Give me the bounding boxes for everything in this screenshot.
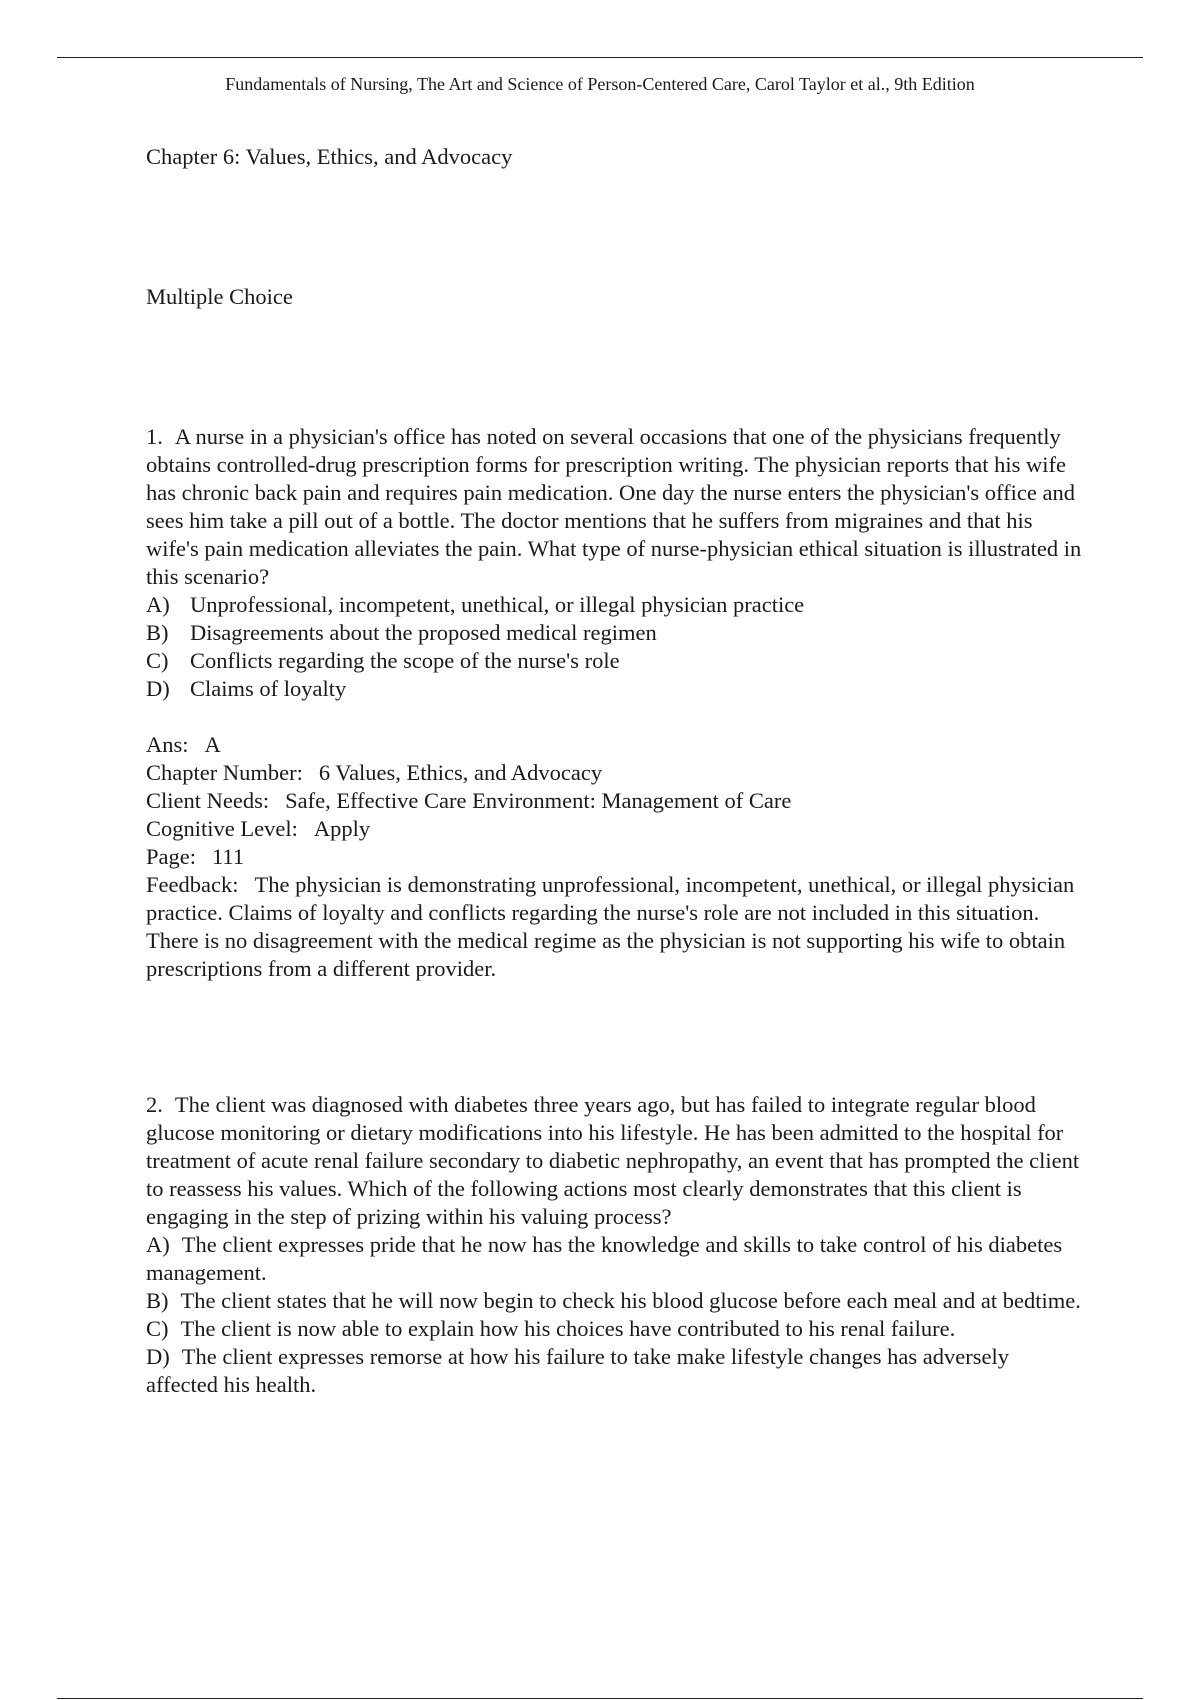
question-1 <box>146 423 1086 983</box>
cognitive-level-line <box>146 815 1086 843</box>
option-text: Disagreements about the proposed medical regimen <box>190 620 657 645</box>
option-letter: B) <box>146 1288 169 1313</box>
answer-label: Ans: <box>146 732 189 757</box>
option-text: The client states that he will now begin to check his blood glucose before each meal and at bedtime. <box>180 1288 1081 1313</box>
option-text: Conflicts regarding the scope of the nurse's role <box>190 648 620 673</box>
question-1-stem <box>146 423 1086 591</box>
cognitive-level-value: Apply <box>313 816 371 841</box>
chapter-title: Chapter 6: Values, Ethics, and Advocacy <box>146 144 513 169</box>
question-2-number: 2. <box>146 1092 163 1117</box>
option-text: The client is now able to explain how his choices have contributed to his renal failure. <box>180 1316 956 1341</box>
question-2-option-b <box>146 1287 1086 1315</box>
question-2-option-a <box>146 1231 1086 1287</box>
client-needs-line <box>146 787 1086 815</box>
question-1-option-d <box>146 675 1086 703</box>
option-letter: B) <box>146 620 169 645</box>
page-line <box>146 843 1086 871</box>
feedback-line <box>146 871 1086 983</box>
option-letter: A) <box>146 1232 170 1257</box>
bottom-rule <box>57 1698 1143 1699</box>
option-text: Claims of loyalty <box>190 676 347 701</box>
page-value: 111 <box>212 844 245 869</box>
cognitive-level-label: Cognitive Level: <box>146 816 298 841</box>
option-text: The client expresses pride that he now has the knowledge and skills to take control of his diabetes management. <box>146 1232 1063 1285</box>
option-letter: D) <box>146 1344 170 1369</box>
section-title: Multiple Choice <box>146 284 293 309</box>
question-2-text: The client was diagnosed with diabetes three years ago, but has failed to integrate regular blood glucose monitoring or dietary modifications into his lifestyle. He has been admitted to the hospital for treatment of acute renal failure secondary to diabetic nephropathy, an event that has prompted the client to reassess his values. Which of the following actions most clearly demonstrates that this client is engaging in the step of prizing within his valuing process? <box>146 1092 1080 1229</box>
question-1-option-b <box>146 619 1086 647</box>
option-letter: A) <box>146 592 170 617</box>
answer-line <box>146 731 1086 759</box>
option-letter: C) <box>146 648 169 673</box>
question-2-option-d <box>146 1343 1086 1399</box>
question-1-number: 1. <box>146 424 163 449</box>
chapter-number-line <box>146 759 1086 787</box>
question-1-option-a <box>146 591 1086 619</box>
question-1-option-c <box>146 647 1086 675</box>
option-text: Unprofessional, incompetent, unethical, or illegal physician practice <box>190 592 805 617</box>
page-label: Page: <box>146 844 196 869</box>
question-2 <box>146 1091 1086 1399</box>
feedback-value: The physician is demonstrating unprofessional, incompetent, unethical, or illegal physician practice. Claims of loyalty and conflicts regarding the nurse's role are not included in this situation. There is no disagreement with the medical regime as the physician is not supporting his wife to obtain prescriptions from a different provider. <box>146 872 1075 981</box>
question-1-text: A nurse in a physician's office has noted on several occasions that one of the physicians frequently obtains controlled-drug prescription forms for prescription writing. The physician reports that his wife has chronic back pain and requires pain medication. One day the nurse enters the physician's office and sees him take a pill out of a bottle. The doctor mentions that he suffers from migraines and that his wife's pain medication alleviates the pain. What type of nurse-physician ethical situation is illustrated in this scenario? <box>146 424 1082 589</box>
top-rule <box>57 57 1143 58</box>
option-text: The client expresses remorse at how his failure to take make lifestyle changes has adversely affected his health. <box>146 1344 1009 1397</box>
option-letter: C) <box>146 1316 169 1341</box>
chapter-number-value: 6 Values, Ethics, and Advocacy <box>318 760 603 785</box>
answer-value: A <box>204 732 221 757</box>
question-1-answer-block <box>146 731 1086 983</box>
option-letter: D) <box>146 676 170 701</box>
question-2-options <box>146 1231 1086 1399</box>
client-needs-label: Client Needs: <box>146 788 270 813</box>
question-1-options <box>146 591 1086 703</box>
feedback-label: Feedback: <box>146 872 239 897</box>
client-needs-value: Safe, Effective Care Environment: Management of Care <box>285 788 792 813</box>
question-2-option-c <box>146 1315 1086 1343</box>
chapter-number-label: Chapter Number: <box>146 760 303 785</box>
running-header: Fundamentals of Nursing, The Art and Science of Person-Centered Care, Carol Taylor et al., 9th Edition <box>225 74 975 94</box>
question-2-stem <box>146 1091 1086 1231</box>
